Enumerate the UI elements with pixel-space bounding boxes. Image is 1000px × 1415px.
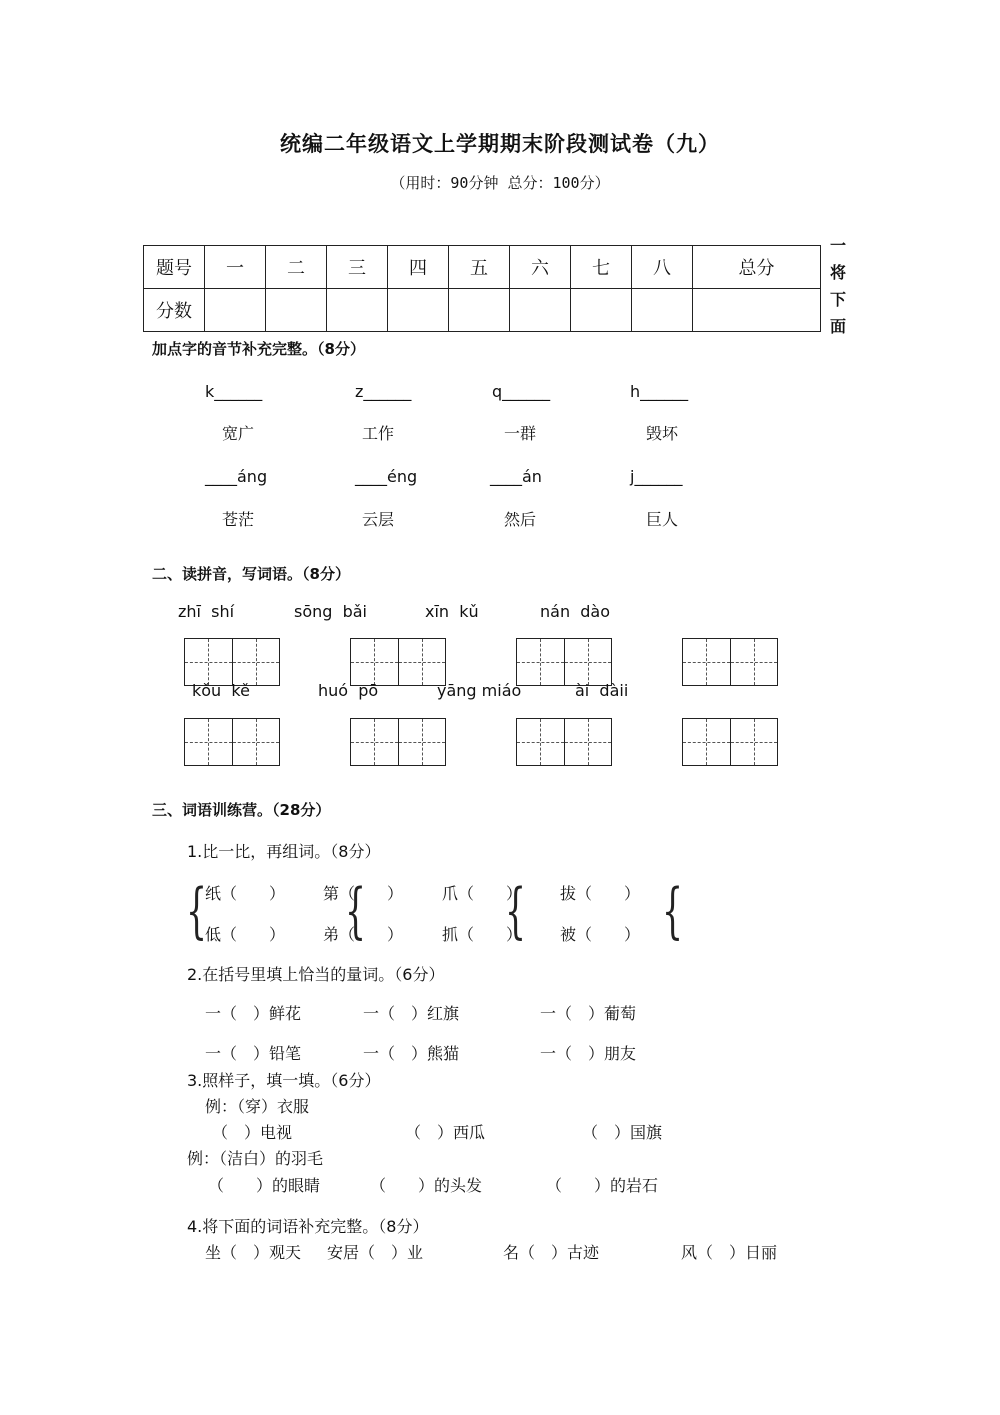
score-input-cell[interactable] [449,289,510,332]
measure-word-item[interactable]: 一（ ）熊猫 [363,1044,460,1063]
compare-item[interactable]: 纸（ ） [205,884,286,903]
word: 然后 [504,510,537,529]
writing-grid[interactable] [516,718,612,766]
left-brace-icon: { [345,876,367,946]
pinyin-blank[interactable]: ____áng [205,467,268,486]
score-table-header-row [144,246,821,289]
compare-item[interactable]: 抓（ ） [442,925,523,944]
fill-item[interactable]: （ ）的眼睛 [208,1176,321,1195]
fill-item[interactable]: （ ）的头发 [370,1176,483,1195]
score-table-score-row [144,289,821,332]
pinyin-blank[interactable]: j______ [630,467,683,486]
table-cell: 三 [327,246,388,289]
fill-item[interactable]: （ ）西瓜 [405,1123,486,1142]
example-text: 例：（穿）衣服 [205,1097,310,1116]
table-cell: 七 [571,246,632,289]
compare-item[interactable]: 拔（ ） [560,884,641,903]
idiom-item[interactable]: 坐（ ）观天 [205,1243,302,1262]
pinyin-blank[interactable]: q______ [492,382,551,401]
score-input-cell[interactable] [327,289,388,332]
pinyin-prompt: ài dàii [575,681,629,700]
page-title: 统编二年级语文上学期期末阶段测试卷（九） [280,132,720,156]
score-input-cell[interactable] [510,289,571,332]
writing-grid[interactable] [516,638,612,686]
left-brace-icon: { [505,876,527,946]
measure-word-item[interactable]: 一（ ）朋友 [540,1044,637,1063]
pinyin-blank[interactable]: h______ [630,382,689,401]
word: 苍茫 [222,510,255,529]
idiom-item[interactable]: 风（ ）日丽 [681,1243,778,1262]
table-cell: 一 [205,246,266,289]
pinyin-prompt: zhī shí [178,602,235,621]
pinyin-prompt: huó pō [318,681,379,700]
left-brace-icon: { [662,876,684,946]
table-cell: 总分 [693,246,821,289]
pinyin-prompt: nán dào [540,602,611,621]
word: 宽广 [222,424,255,443]
fill-item[interactable]: （ ）国旗 [582,1123,663,1142]
word: 毁坏 [646,424,679,443]
table-cell: 题号 [144,246,205,289]
word: 巨人 [646,510,679,529]
pinyin-prompt: yāng miáo [437,681,522,700]
left-brace-icon: { [186,876,208,946]
idiom-item[interactable]: 名（ ）古迹 [503,1243,600,1262]
score-input-cell[interactable] [388,289,449,332]
fill-item[interactable]: （ ）的岩石 [546,1176,659,1195]
measure-word-item[interactable]: 一（ ）红旗 [363,1004,460,1023]
pinyin-prompt: sōng bǎi [294,602,367,621]
table-cell: 四 [388,246,449,289]
section1-title: 加点字的音节补充完整。（8分） [152,340,365,358]
example-text: 例：（洁白）的羽毛 [187,1149,324,1168]
pinyin-prompt: xīn kǔ [425,602,479,621]
compare-item[interactable]: 弟（ ） [323,925,404,944]
q4-title: 4.将下面的词语补充完整。（8分） [187,1217,429,1236]
word: 一群 [504,424,537,443]
measure-word-item[interactable]: 一（ ）铅笔 [205,1044,302,1063]
writing-grid[interactable] [682,638,778,686]
section3-title: 三、词语训练营。（28分） [152,801,331,819]
word: 工作 [362,424,395,443]
writing-grid[interactable] [682,718,778,766]
writing-grid[interactable] [184,638,280,686]
side-vertical-text [828,232,848,340]
q2-title: 2.在括号里填上恰当的量词。（6分） [187,965,445,984]
side-char: 面 [829,317,846,336]
table-cell: 分数 [144,289,205,332]
pinyin-blank[interactable]: k______ [205,382,263,401]
score-input-cell[interactable] [205,289,266,332]
q1-title: 1.比一比，再组词。（8分） [187,842,381,861]
score-input-cell[interactable] [571,289,632,332]
side-char: 下 [829,290,846,309]
pinyin-blank[interactable]: ____éng [355,467,418,486]
section2-title: 二、读拼音，写词语。（8分） [152,565,350,583]
side-char: 将 [829,263,846,282]
writing-grid[interactable] [350,638,446,686]
page-subtitle: （用时：90分钟 总分：100分） [390,174,610,192]
pinyin-prompt: kǒu kě [192,681,250,700]
measure-word-item[interactable]: 一（ ）葡萄 [540,1004,637,1023]
compare-item[interactable]: 被（ ） [560,925,641,944]
measure-word-item[interactable]: 一（ ）鲜花 [205,1004,302,1023]
table-cell: 二 [266,246,327,289]
table-cell: 八 [632,246,693,289]
pinyin-blank[interactable]: z______ [355,382,412,401]
pinyin-blank[interactable]: ____án [490,467,542,486]
side-char: 一 [829,236,846,255]
q3-title: 3.照样子，填一填。（6分） [187,1071,381,1090]
fill-item[interactable]: （ ）电视 [212,1123,293,1142]
table-cell: 六 [510,246,571,289]
score-table [143,245,821,332]
writing-grid[interactable] [184,718,280,766]
score-input-cell[interactable] [693,289,821,332]
compare-item[interactable]: 爪（ ） [442,884,523,903]
score-input-cell[interactable] [266,289,327,332]
compare-item[interactable]: 低（ ） [205,925,286,944]
compare-item[interactable]: 第（ ） [323,884,404,903]
word: 云层 [362,510,395,529]
writing-grid[interactable] [350,718,446,766]
table-cell: 五 [449,246,510,289]
idiom-item[interactable]: 安居（ ）业 [327,1243,424,1262]
score-input-cell[interactable] [632,289,693,332]
